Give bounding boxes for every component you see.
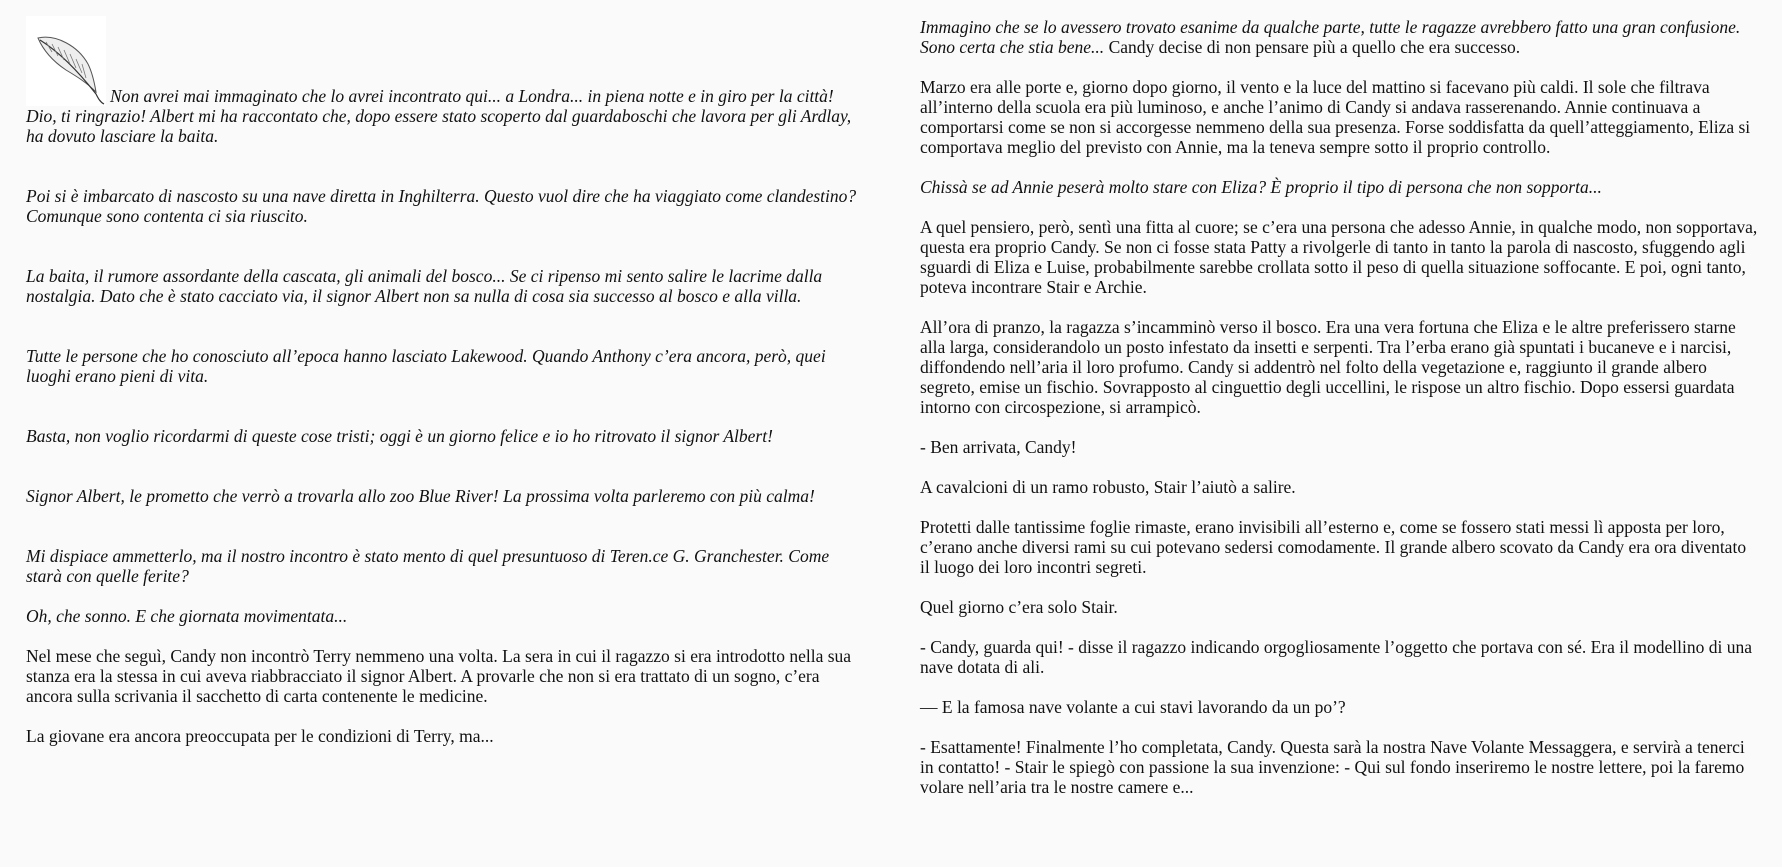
paragraph: Quel giorno c’era solo Stair. bbox=[920, 597, 1118, 617]
paragraph: Mi dispiace ammetterlo, ma il nostro incontro è stato mento di quel presuntuoso di Teren.ce G. Granchester. Come starà con quelle ferite? bbox=[26, 546, 830, 586]
paragraph: Protetti dalle tantissime foglie rimaste, erano invisibili all’esterno e, come se fossero stati messi lì apposta per loro, c’erano anche diversi rami su cui potevano sedersi comodamente. Il grande albero scovato da Candy era ora diventato il luogo dei loro incontri segreti. bbox=[920, 517, 1747, 577]
paragraph: La baita, il rumore assordante della cascata, gli animali del bosco... Se ci ripenso mi sento salire le lacrime dalla nostalgia. Dato che è stato cacciato via, il signor Albert non sa nulla di cosa sia successo al bosco e alla villa. bbox=[26, 266, 823, 306]
paragraph: - Candy, guarda qui! - disse il ragazzo indicando orgogliosamente l’oggetto che portava con sé. Era il modellino di una nave dotata di ali. bbox=[920, 637, 1752, 677]
paragraph: Signor Albert, le prometto che verrò a trovarla allo zoo Blue River! La prossima volta parleremo con più calma! bbox=[26, 486, 815, 506]
paragraph bbox=[26, 16, 858, 146]
paragraph-text: Candy decise di non pensare più a quello che era successo. bbox=[1104, 37, 1521, 57]
paragraph bbox=[920, 17, 1758, 57]
quill-feather-icon bbox=[26, 16, 106, 106]
paragraph: Basta, non voglio ricordarmi di queste cose tristi; oggi è un giorno felice e io ho ritrovato il signor Albert! bbox=[26, 426, 773, 446]
paragraph-text: Non avrei mai immaginato che lo avrei incontrato qui... a Londra... in piena notte e in giro per la città! Dio, ti ringrazio! Albert mi ha raccontato che, dopo essere stato scoperto dal guardaboschi che lavora per gli Ardlay, ha dovuto lasciare la baita. bbox=[26, 86, 852, 146]
paragraph-text-italic: Immagino che se lo avessero trovato esanime da qualche parte, tutte le ragazze avrebbero fatto una gran confusione. Sono certa che stia bene... bbox=[920, 17, 1741, 57]
paragraph: Tutte le persone che ho conosciuto all’epoca hanno lasciato Lakewood. Quando Anthony c’era ancora, però, quei luoghi erano pieni di vita. bbox=[26, 346, 826, 386]
paragraph: Chissà se ad Annie peserà molto stare con Eliza? È proprio il tipo di persona che non sopporta... bbox=[920, 177, 1602, 197]
paragraph: A quel pensiero, però, sentì una fitta al cuore; se c’era una persona che adesso Annie, in qualche modo, non sopportava, questa era proprio Candy. Se non ci fosse stata Patty a rivolgerle di tanto in tanto la parola di nascosto, sfuggendo agli sguardi di Eliza e Luise, probabilmente sarebbe crollata sotto il peso di quella situazione soffocante. E poi, ogni tanto, poteva incontrare Stair e Archie. bbox=[920, 217, 1758, 297]
paragraph: Marzo era alle porte e, giorno dopo giorno, il vento e la luce del mattino si facevano più caldi. Il sole che filtrava all’interno della scuola era più luminoso, e anche l’animo di Candy si andava rasserenando. Annie continuava a comportarsi come se non si accorgesse nemmeno della sua presenza. Forse soddisfatta da quell’atteggiamento, Eliza si comportava meglio del previsto con Annie, ma la teneva sempre sotto il proprio controllo. bbox=[920, 77, 1751, 157]
paragraph: La giovane era ancora preoccupata per le condizioni di Terry, ma... bbox=[26, 726, 494, 746]
paragraph: Oh, che sonno. E che giornata movimentata... bbox=[26, 606, 348, 626]
paragraph: All’ora di pranzo, la ragazza s’incamminò verso il bosco. Era una vera fortuna che Eliza e le altre preferissero starne alla larga, considerandolo un posto infestato da insetti e serpenti. Tra l’erba erano già spuntati i bucaneve e i narcisi, diffondendo nell’aria il loro profumo. Candy si addentrò nel folto della vegetazione e, raggiunto il grande albero segreto, emise un fischio. Sovrapposto al cinguettio degli uccellini, le rispose un altro fischio. Dopo essersi guardata intorno con circospezione, si arrampicò. bbox=[920, 317, 1736, 417]
paragraph: Nel mese che seguì, Candy non incontrò Terry nemmeno una volta. La sera in cui il ragazzo si era introdotto nella sua stanza era la stessa in cui aveva riabbracciato il signor Albert. A provarle che non si era trattato di un sogno, c’era ancora sulla scrivania il sacchetto di carta contenente le medicine. bbox=[26, 646, 852, 706]
paragraph: - Esattamente! Finalmente l’ho completata, Candy. Questa sarà la nostra Nave Volante Messaggera, e servirà a tenerci in contatto! - Stair le spiegò con passione la sua invenzione: - Qui sul fondo inseriremo le nostre lettere, poi la faremo volare nell’aria tra le nostre camere e... bbox=[920, 737, 1745, 797]
paragraph: - Ben arrivata, Candy! bbox=[920, 437, 1077, 457]
paragraph: A cavalcioni di un ramo robusto, Stair l’aiutò a salire. bbox=[920, 477, 1296, 497]
right-column bbox=[920, 17, 1758, 797]
left-column bbox=[26, 16, 858, 746]
paragraph: — E la famosa nave volante a cui stavi lavorando da un po’? bbox=[920, 697, 1346, 717]
paragraph: Poi si è imbarcato di nascosto su una nave diretta in Inghilterra. Questo vuol dire che ha viaggiato come clandestino? Comunque sono contenta ci sia riuscito. bbox=[26, 186, 857, 226]
